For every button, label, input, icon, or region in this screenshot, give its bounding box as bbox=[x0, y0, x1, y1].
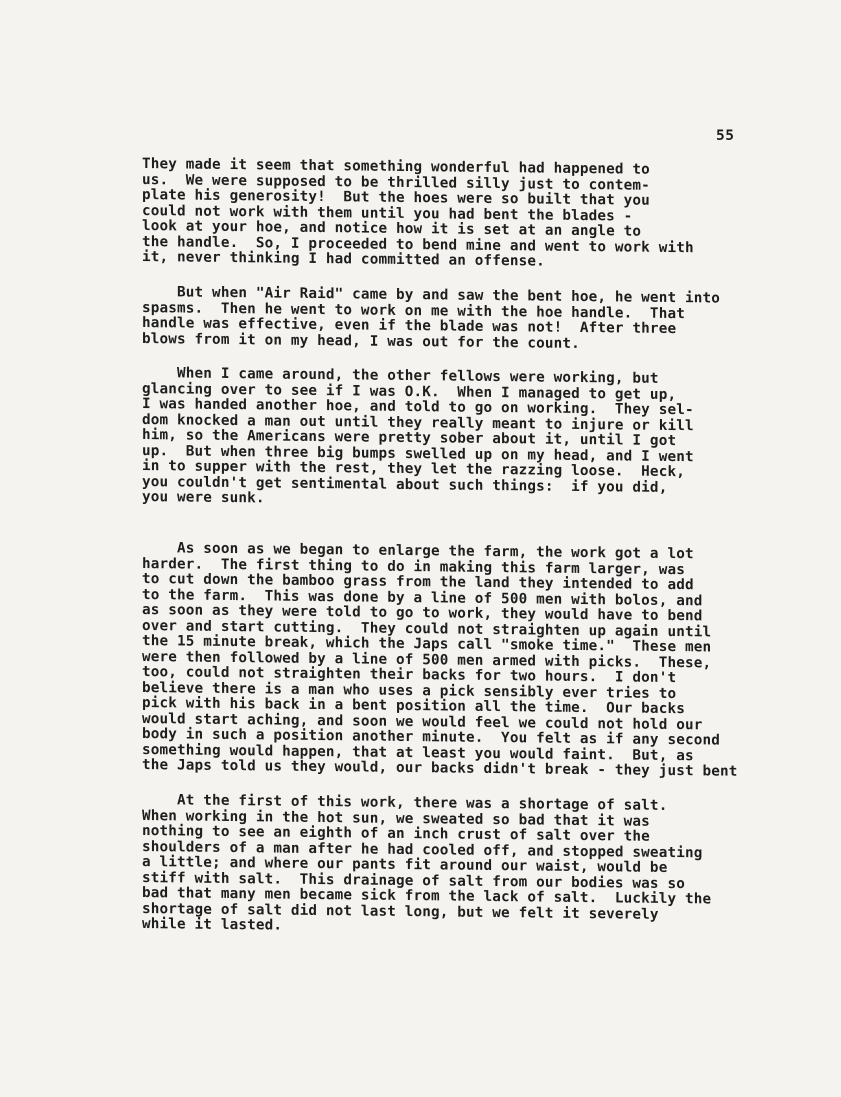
paragraph-salt-shortage: At the first of this work, there was a shortage of salt. When working in the hot sun, we sweated so bad that it was nothing to see an eighth of an inch crust of salt over the shoulders of a man after he had cooled off, and stopped sweating a little; and where our pants fit around our waist, would be stiff with salt. This drainage of salt from our bodies was so bad that many men became sick from the lack of salt. Luckily the shortage of salt did not last long, but we felt it severely while it lasted. bbox=[142, 791, 712, 934]
paragraph-hoes: They made it seem that something wonderful had happened to us. We were supposed to be thrilled silly just to contem- plate his generosity! But the hoes were so built that you could not work with them until you had bent the blades - look at your hoe, and notice how it is set at an angle to the handle. So, I proceeded to bend mine and went to work with it, never thinking I had committed an offense. bbox=[142, 156, 694, 270]
paragraph-air-raid: But when "Air Raid" came by and saw the bent hoe, he went into spasms. Then he went to work on me with the hoe handle. That handle was effective, even if the blade was not! After three blows from it on my head, I was out for the count. bbox=[142, 283, 720, 351]
body-text bbox=[142, 157, 832, 932]
page-number: 55 bbox=[716, 128, 735, 144]
paragraph-enlarge-farm: As soon as we began to enlarge the farm, the work got a lot harder. The first thing to do in making this farm larger, was to cut down the bamboo grass from the land they intended to add to the farm. This was done by a line of 500 men with bolos, and as soon as they were told to go to work, they would have to bend over and start cutting. They could not straighten up again until the 15 minute break, which the Japs call "smoke time." These men were then followed by a line of 500 men armed with picks. These, too, could not straighten their backs for two hours. I don't believe there is a man who uses a pick sensibly ever tries to pick with his back in a bent position all the time. Our backs would start aching, and soon we would feel we could not hold our body in such a position another minute. You felt as if any second something would happen, that at least you would faint. But, as the Japs told us they would, our backs didn't break - they just bent bbox=[142, 540, 738, 780]
paragraph-came-around: When I came around, the other fellows were working, but glancing over to see if I was O.K. When I managed to get up, I was handed another hoe, and told to go on working. They sel- dom knocked a man out until they really meant to injure or kill him, so the Americans were pretty sober about it, until I got up. But when three big bumps swelled up on my head, and I went in to supper with the rest, they let the razzing loose. Heck, you couldn't get sentimental about such things: if you did, you were sunk. bbox=[142, 364, 694, 506]
